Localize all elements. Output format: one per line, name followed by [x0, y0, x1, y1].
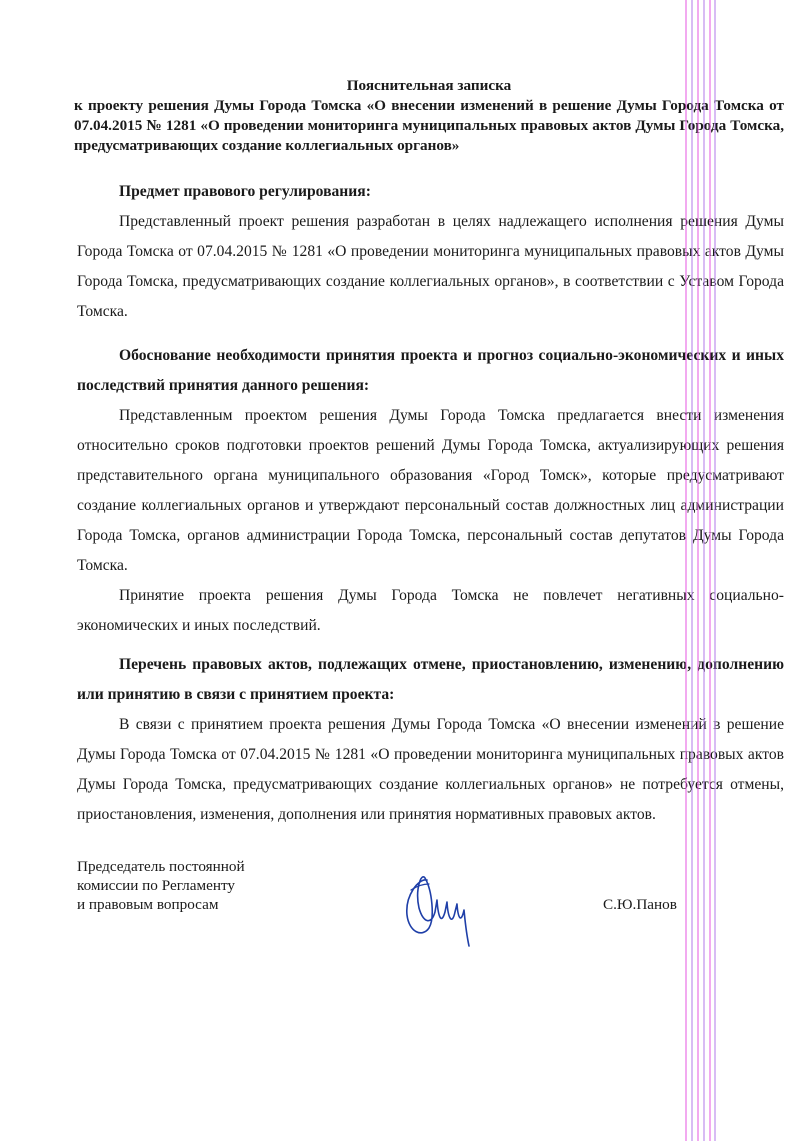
section-paragraph: В связи с принятием проекта решения Думы Города Томска «О внесении изменений в решение Думы Города Томска от 07.04.2015 № 1281 «О проведении мониторинга муниципальных правовых актов Думы Города Томска, предусматривающих создание коллегиальных органов» не потребуется отмены, приостановления, изменения, дополнения или принятия нормативных правовых актов. — [77, 716, 784, 823]
document-subject: к проекту решения Думы Города Томска «О внесении изменений в решение Думы Города Томска от 07.04.2015 № 1281 «О проведении мониторинга муниципальных правовых актов Думы Города Томска, предусматривающих создание коллегиальных органов» — [74, 97, 784, 154]
signer-position — [77, 857, 245, 914]
section-regulation-subject — [77, 177, 784, 327]
handwritten-signature — [397, 860, 487, 950]
section-heading: Перечень правовых актов, подлежащих отмене, приостановлению, изменению, дополнению или принятию в связи с принятием проекта: — [77, 656, 784, 703]
section-heading: Обоснование необходимости принятия проекта и прогноз социально-экономических и иных последствий принятия данного решения: — [77, 347, 784, 394]
signer-position-line: и правовым вопросам — [77, 896, 219, 913]
signer-name: С.Ю.Панов — [603, 896, 677, 913]
document-heading — [74, 76, 784, 156]
section-justification — [77, 341, 784, 641]
section-paragraph: Представленный проект решения разработан в целях надлежащего исполнения решения Думы Города Томска от 07.04.2015 № 1281 «О проведении мониторинга муниципальных правовых актов Думы Города Томска, предусматривающих создание коллегиальных органов», в соответствии с Уставом Города Томска. — [77, 213, 784, 320]
section-heading: Предмет правового регулирования: — [119, 183, 371, 200]
signer-position-line: Председатель постоянной — [77, 858, 245, 875]
section-paragraph: Представленным проектом решения Думы Города Томска предлагается внести изменения относительно сроков подготовки проектов решений Думы Города Томска, актуализирующих решения представительного органа муниципального образования «Город Томск», которые предусматривают создание коллегиальных органов и утверждают персональный состав должностных лиц администрации Города Томска, органов администрации Города Томска, персональный состав депутатов Думы Города Томска. — [77, 407, 784, 574]
signer-position-line: комиссии по Регламенту — [77, 877, 235, 894]
section-paragraph: Принятие проекта решения Думы Города Томска не повлечет негативных социально-экономических и иных последствий. — [77, 587, 784, 634]
document-title: Пояснительная записка — [346, 77, 512, 94]
section-acts-list — [77, 650, 784, 830]
